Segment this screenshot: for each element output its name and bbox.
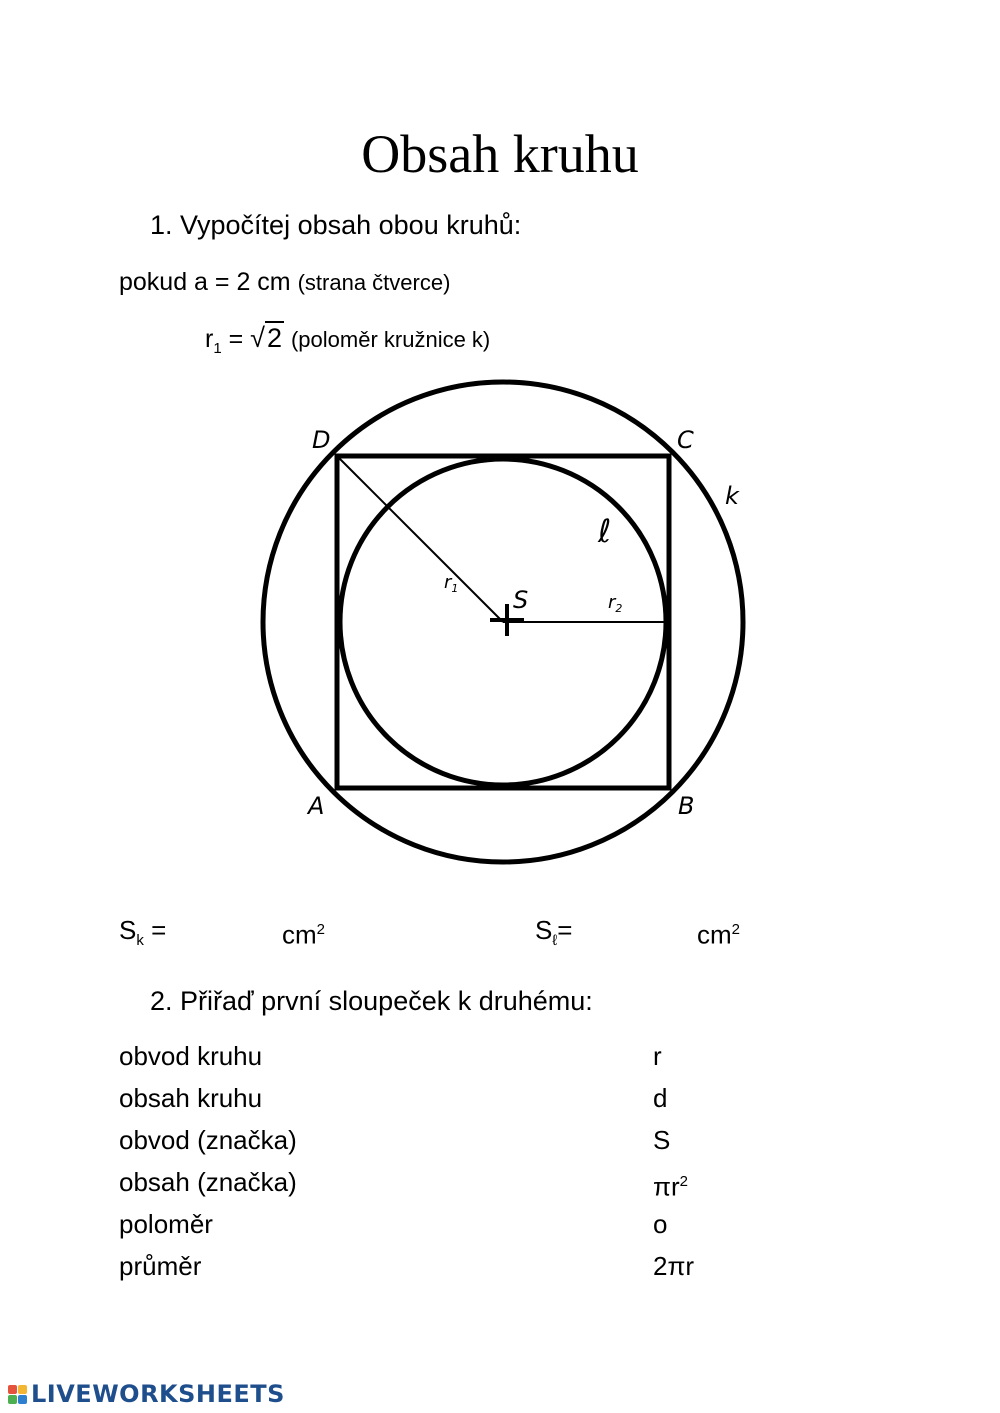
brand-name: LIVEWORKSHEETS bbox=[31, 1380, 285, 1408]
radius-subscript: 1 bbox=[213, 340, 222, 357]
label-r1-sub: 1 bbox=[451, 582, 459, 595]
sk-subscript: k bbox=[136, 932, 144, 950]
sk-unit: cm bbox=[282, 919, 317, 950]
left-item-1: obvod kruhu bbox=[119, 1041, 263, 1071]
condition-note: (strana čtverce) bbox=[297, 270, 451, 295]
sqrt-icon: √2 bbox=[250, 323, 283, 353]
logo-square-1 bbox=[8, 1385, 17, 1394]
label-d: D bbox=[312, 426, 331, 454]
label-s: S bbox=[513, 586, 529, 614]
task2-heading: 2. Přiřaď první sloupeček k druhému: bbox=[150, 986, 593, 1016]
right-item-3: S bbox=[653, 1125, 671, 1155]
right-item-4-sup: 2 bbox=[679, 1173, 688, 1190]
label-a: A bbox=[308, 792, 325, 820]
right-item-4 bbox=[653, 1166, 688, 1203]
radius-equals: = bbox=[221, 325, 251, 353]
geometry-diagram bbox=[240, 370, 760, 880]
label-b: B bbox=[678, 792, 695, 820]
logo-square-4 bbox=[18, 1395, 27, 1404]
label-r2-sub: 2 bbox=[615, 602, 623, 615]
sk-equals: = bbox=[143, 915, 167, 945]
radius-symbol: r bbox=[205, 325, 214, 353]
sl-symbol: S bbox=[535, 915, 553, 945]
sk-symbol: S bbox=[119, 915, 137, 945]
left-item-6: průměr bbox=[119, 1251, 202, 1281]
liveworksheets-logo-icon bbox=[8, 1385, 27, 1404]
left-item-4: obsah (značka) bbox=[119, 1167, 297, 1197]
sl-subscript: ℓ bbox=[552, 932, 558, 950]
answer-sk bbox=[119, 914, 166, 957]
answer-sk-unit bbox=[282, 914, 325, 951]
radius-value: 2 bbox=[267, 323, 283, 353]
label-r2 bbox=[608, 592, 622, 615]
page-title: Obsah kruhu bbox=[361, 124, 639, 184]
condition-line bbox=[119, 266, 450, 299]
left-item-3: obvod (značka) bbox=[119, 1125, 297, 1155]
logo-square-3 bbox=[8, 1395, 17, 1404]
right-item-5: o bbox=[653, 1209, 668, 1239]
radius-note: (poloměr kružnice k) bbox=[290, 327, 491, 352]
sl-unit-sup: 2 bbox=[731, 921, 741, 938]
label-r1-letter: r bbox=[444, 572, 452, 593]
right-item-6: 2πr bbox=[653, 1251, 695, 1281]
right-item-1: r bbox=[653, 1041, 662, 1071]
footer-logo[interactable] bbox=[8, 1380, 285, 1408]
radius-line bbox=[205, 322, 490, 365]
sl-equals: = bbox=[557, 915, 573, 945]
task1-heading: 1. Vypočítej obsah obou kruhů: bbox=[150, 210, 522, 240]
left-item-2: obsah kruhu bbox=[119, 1083, 263, 1113]
answer-sl-unit bbox=[697, 914, 740, 951]
right-item-2: d bbox=[653, 1083, 668, 1113]
sl-unit: cm bbox=[697, 919, 732, 950]
answer-sl bbox=[535, 914, 572, 957]
label-l: ℓ bbox=[598, 512, 612, 550]
sk-unit-sup: 2 bbox=[316, 921, 326, 938]
label-c: C bbox=[677, 426, 694, 454]
label-k: k bbox=[725, 482, 739, 510]
label-r2-letter: r bbox=[608, 592, 616, 613]
logo-square-2 bbox=[18, 1385, 27, 1394]
condition-main: pokud a = 2 cm bbox=[119, 268, 291, 296]
right-item-4-text: πr bbox=[653, 1171, 680, 1202]
left-item-5: poloměr bbox=[119, 1209, 213, 1239]
